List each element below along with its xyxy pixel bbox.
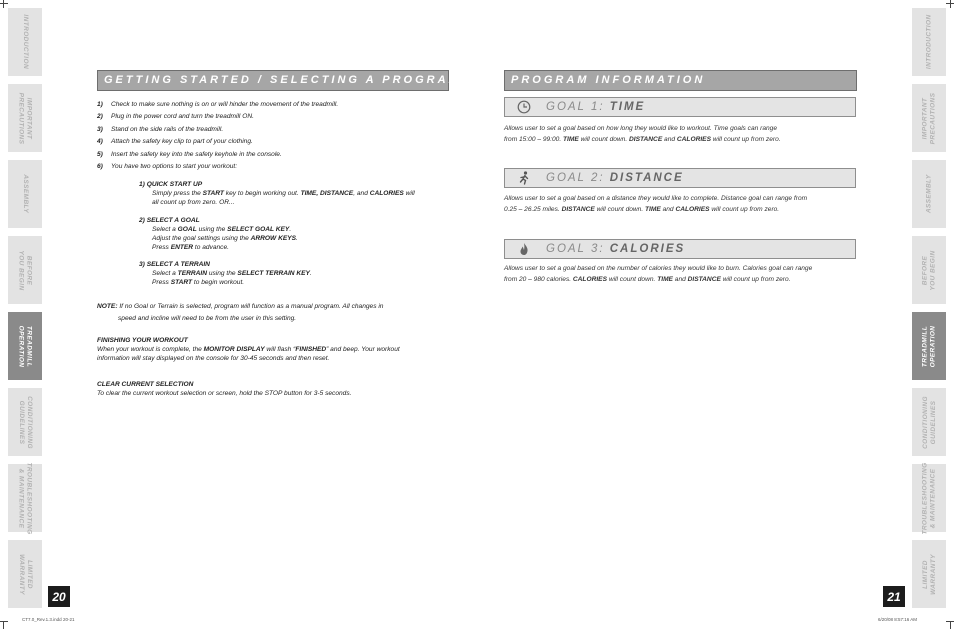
goal-distance-description: Allows user to set a goal based on a distance they would like to complete. Distance goal can range from 0.25 – 26.25 miles. DISTANCE will count down. TIME and CALORIES will count up from zero. [504, 195, 808, 213]
tab-label: TREADMILL OPERATION [921, 325, 937, 367]
option-title: 1) QUICK START UP [139, 181, 203, 188]
tab-label: IMPORTANT PRECAUTIONS [18, 92, 33, 144]
tab-label: CONDITIONING GUIDELINES [18, 395, 33, 449]
step-text: Attach the safety key clip to part of your clothing. [111, 138, 253, 145]
option-line: all count up from zero. OR... [152, 199, 235, 206]
tab-assembly[interactable] [912, 160, 946, 228]
note-label: NOTE: [97, 303, 118, 310]
step-text: Plug in the power cord and turn the treadmill ON. [111, 113, 254, 120]
tab-label: TROUBLESHOOTING & MAINTENANCE [921, 461, 936, 535]
tab-conditioning-guidelines[interactable] [8, 388, 42, 456]
goal-distance-bar [504, 168, 856, 188]
tab-troubleshooting[interactable] [912, 461, 946, 535]
section-header-getting-started: GETTING STARTED / SELECTING A PROGRAM [97, 70, 449, 91]
tab-label: ASSEMBLY [925, 174, 933, 214]
tab-treadmill-operation[interactable] [8, 312, 42, 380]
tab-before-you-begin[interactable] [8, 236, 42, 304]
crop-mark [3, 622, 4, 629]
tab-important-precautions[interactable] [8, 84, 42, 152]
crop-mark [950, 622, 951, 629]
tab-introduction[interactable] [912, 8, 946, 76]
option-title: 3) SELECT A TERRAIN [139, 261, 210, 268]
goal-time-bar [504, 97, 856, 117]
tab-limited-warranty[interactable] [8, 540, 42, 608]
note-text: speed and incline will need to be from the user in this setting. [118, 314, 297, 322]
flame-icon [517, 242, 531, 256]
goal-time-description: Allows user to set a goal based on how long they would like to workout. Time goals can range from 15:00 – 99:00. TIME will count down. DISTANCE and CALORIES will count up from zero. [504, 125, 781, 143]
note [97, 301, 383, 324]
tab-introduction[interactable] [8, 8, 42, 76]
step-4 [97, 137, 253, 146]
page-number-left: 20 [48, 586, 70, 607]
note-text: If no Goal or Terrain is selected, program will function as a manual program. All changes in [117, 303, 384, 310]
step-number: 4) [97, 138, 103, 145]
tab-label: LIMITED WARRANTY [921, 553, 937, 595]
option-line: Simply press the START key to begin working out. TIME, DISTANCE, and CALORIES will [152, 190, 415, 197]
tab-troubleshooting[interactable] [8, 461, 42, 535]
finishing-workout [97, 336, 400, 363]
tab-label: TROUBLESHOOTING & MAINTENANCE [18, 461, 33, 535]
goal-calories-bar [504, 239, 856, 259]
step-6 [97, 162, 237, 171]
clock-icon [517, 100, 531, 114]
tab-limited-warranty[interactable] [912, 540, 946, 608]
option-line: Press ENTER to advance. [152, 244, 229, 251]
tab-label: TREADMILL OPERATION [18, 325, 33, 367]
step-text: You have two options to start your workout: [111, 163, 238, 170]
crop-mark [3, 0, 4, 8]
tab-label: BEFORE YOU BEGIN [921, 249, 937, 291]
option-title: 2) SELECT A GOAL [139, 217, 200, 224]
step-1 [97, 100, 338, 109]
goal-title: GOAL 1: TIME [546, 101, 646, 113]
tab-important-precautions[interactable] [912, 84, 946, 152]
tab-before-you-begin[interactable] [912, 236, 946, 304]
step-number: 6) [97, 163, 103, 170]
goal-calories-description: Allows user to set a goal based on the number of calories they would like to burn. Calories goal can range from 20 – 980 calories. CALORIES will count down. TIME and DISTANCE will count up from zero. [504, 265, 813, 283]
option-line: Press START to begin workout. [152, 279, 245, 286]
option-select-terrain [139, 260, 312, 287]
option-line: Adjust the goal settings using the ARROW KEYS. [152, 235, 298, 242]
tab-assembly[interactable] [8, 160, 42, 228]
step-text: Stand on the side rails of the treadmill. [111, 126, 224, 133]
crop-mark [950, 0, 951, 8]
footer-timestamp: 6/20/08 8:57:16 AM [878, 617, 918, 622]
tab-label: ASSEMBLY [21, 174, 29, 214]
finishing-line: information will stay displayed on the console for 30-45 seconds and then reset. [97, 355, 330, 362]
step-number: 1) [97, 101, 103, 108]
tab-label: CONDITIONING GUIDELINES [921, 395, 937, 449]
crop-mark [0, 621, 8, 622]
step-3 [97, 125, 223, 134]
tab-treadmill-operation[interactable] [912, 312, 946, 380]
step-number: 3) [97, 126, 103, 133]
tab-label: LIMITED WARRANTY [18, 553, 33, 595]
clear-selection [97, 380, 351, 398]
finishing-title: FINISHING YOUR WORKOUT [97, 337, 188, 344]
tab-label: BEFORE YOU BEGIN [18, 249, 33, 291]
step-5 [97, 150, 282, 159]
step-text: Insert the safety key into the safety keyhole in the console. [111, 151, 282, 158]
tab-conditioning-guidelines[interactable] [912, 388, 946, 456]
step-number: 2) [97, 113, 103, 120]
goal-title: GOAL 2: DISTANCE [546, 172, 684, 184]
goal-title: GOAL 3: CALORIES [546, 243, 686, 255]
step-number: 5) [97, 151, 103, 158]
runner-icon [517, 171, 531, 185]
clear-text: To clear the current workout selection or screen, hold the STOP button for 3-5 seconds. [97, 390, 352, 397]
tab-label: INTRODUCTION [21, 14, 29, 70]
tab-label: IMPORTANT PRECAUTIONS [921, 92, 936, 144]
section-header-program-information: PROGRAM INFORMATION [504, 70, 857, 91]
option-line: Select a GOAL using the SELECT GOAL KEY. [152, 226, 292, 233]
option-select-goal [139, 216, 298, 252]
option-line: Select a TERRAIN using the SELECT TERRAIN KEY. [152, 270, 312, 277]
page-number-right: 21 [883, 586, 905, 607]
finishing-line: When your workout is complete, the MONITOR DISPLAY will flash “FINISHED” and beep. Your workout [97, 346, 400, 353]
step-2 [97, 112, 254, 121]
crop-mark [0, 3, 8, 4]
step-text: Check to make sure nothing is on or will hinder the movement of the treadmill. [111, 101, 339, 108]
clear-title: CLEAR CURRENT SELECTION [97, 381, 194, 388]
option-quick-start [139, 180, 415, 207]
tab-label: INTRODUCTION [925, 14, 933, 70]
footer-file-info: CT7.0_Rev.1.3.indd 20-21 [22, 617, 75, 622]
